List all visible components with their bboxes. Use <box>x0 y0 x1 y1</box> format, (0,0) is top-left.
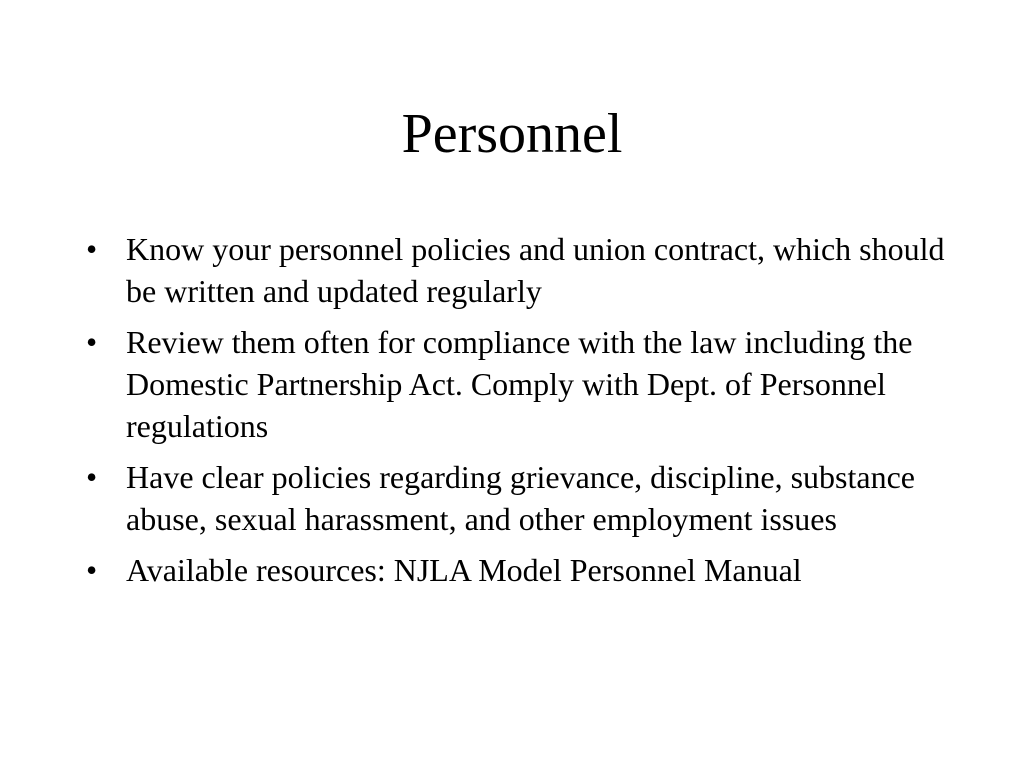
bullet-text: Have clear policies regarding grievance, discipline, substance abuse, sexual harassment, and other employment issues <box>126 459 915 537</box>
bullet-text: Available resources: NJLA Model Personnel Manual <box>126 552 802 588</box>
bullet-icon: • <box>86 231 98 267</box>
bullet-text: Know your personnel policies and union contract, which should be written and updated regularly <box>126 231 945 309</box>
bullet-item <box>86 321 946 447</box>
bullet-list <box>86 228 946 600</box>
bullet-text: Review them often for compliance with the law including the Domestic Partnership Act. Comply with Dept. of Personnel regulations <box>126 324 913 444</box>
bullet-icon: • <box>86 459 98 495</box>
bullet-item <box>86 549 946 591</box>
bullet-item <box>86 228 946 312</box>
bullet-icon: • <box>86 324 98 360</box>
bullet-icon: • <box>86 552 98 588</box>
bullet-item <box>86 456 946 540</box>
slide-title: Personnel <box>401 103 623 165</box>
